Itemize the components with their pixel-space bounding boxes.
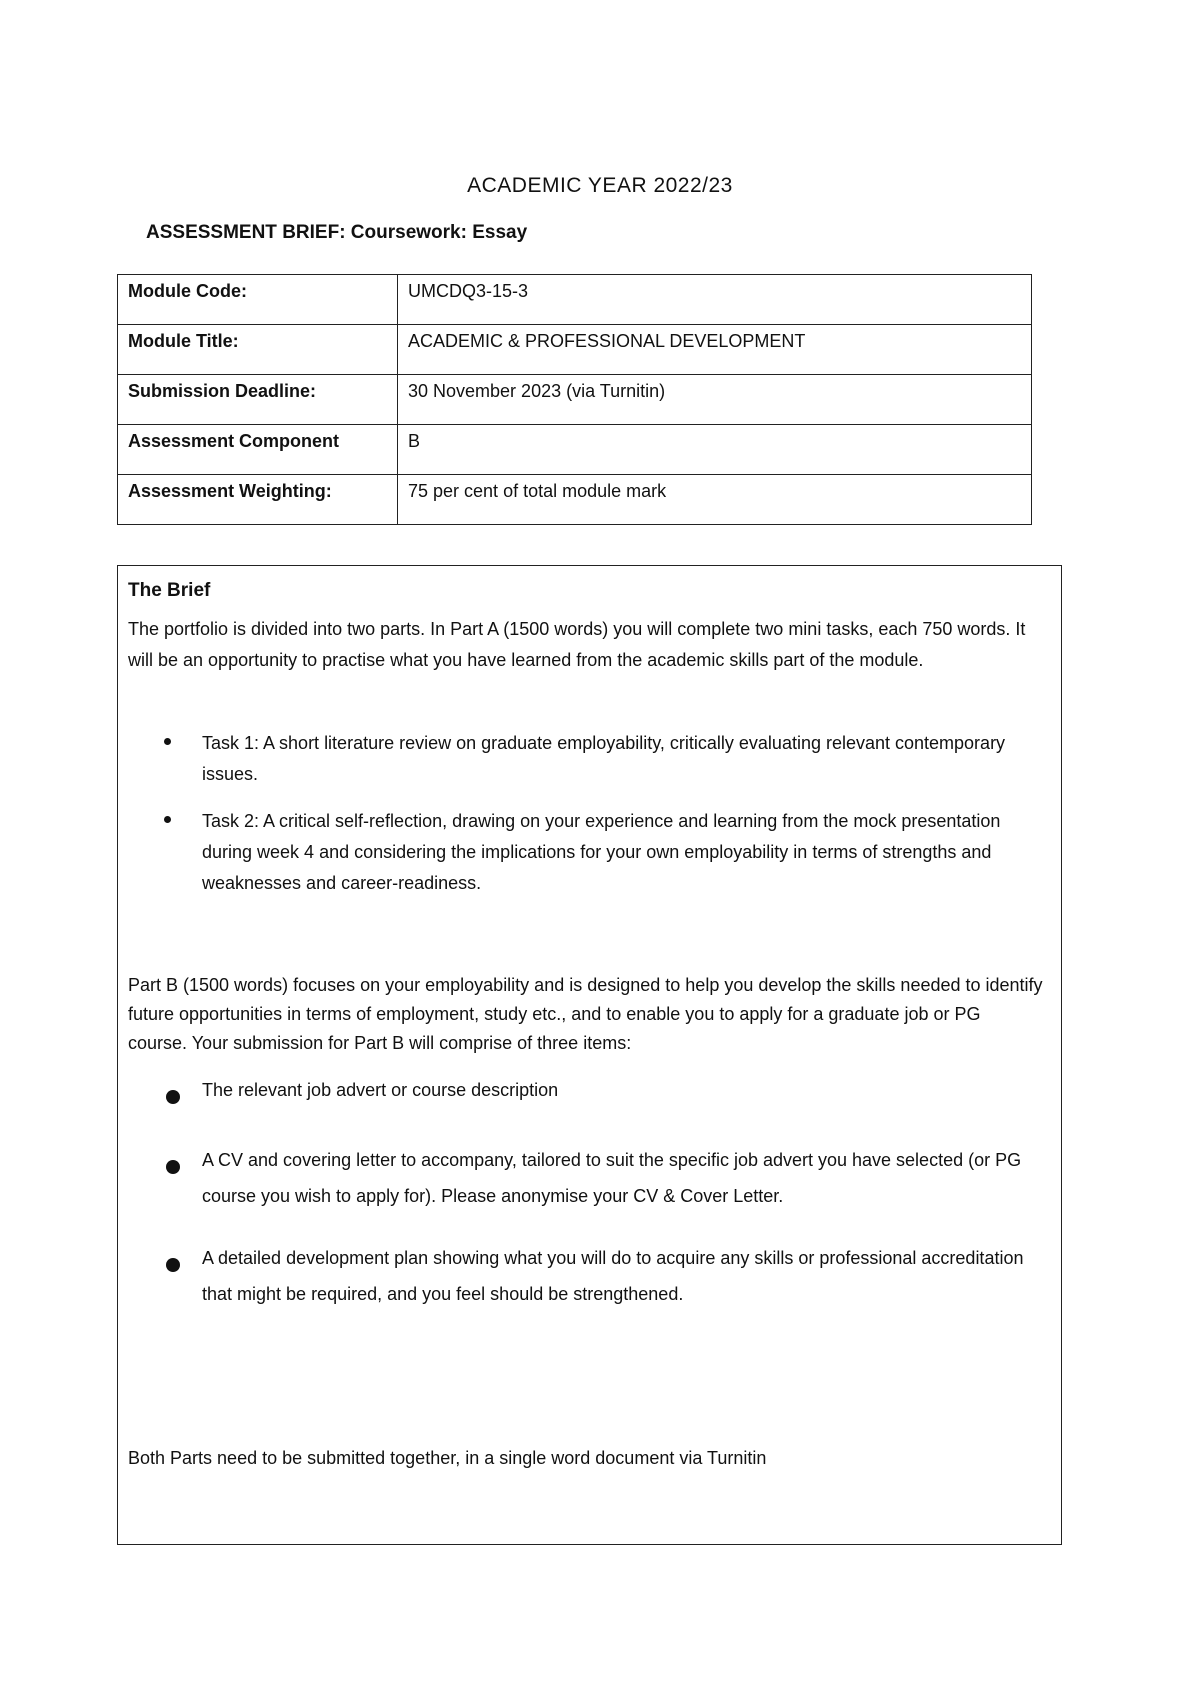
module-code-label: Module Code: [118, 275, 398, 325]
table-row [118, 475, 1032, 525]
table-row [118, 275, 1032, 325]
assessment-weighting-label: Assessment Weighting: [118, 475, 398, 525]
part-b-item-3-text: A detailed development plan showing what you will do to acquire any skills or professional accreditation that might be required, and you feel should be strengthened. [202, 1248, 1024, 1304]
module-code-value: UMCDQ3-15-3 [398, 275, 1032, 325]
brief-box [117, 565, 1062, 1545]
bullet-icon [164, 816, 171, 823]
bullet-icon [164, 738, 171, 745]
part-b-intro-paragraph: Part B (1500 words) focuses on your employability and is designed to help you develop the skills needed to identify future opportunities in terms of employment, study etc., and to enable you to apply for a graduate job or PG course. Your submission for Part B will comprise of three items: [128, 975, 1043, 1053]
brief-intro-paragraph: The portfolio is divided into two parts. In Part A (1500 words) you will complete two mini tasks, each 750 words. It will be an opportunity to practise what you have learned from the academic skills part of the module. [128, 619, 1026, 670]
module-title-label: Module Title: [118, 325, 398, 375]
table-row [118, 375, 1032, 425]
assessment-weighting-value: 75 per cent of total module mark [398, 475, 1032, 525]
assessment-component-value: B [398, 425, 1032, 475]
submission-deadline-value: 30 November 2023 (via Turnitin) [398, 375, 1032, 425]
module-title-value: ACADEMIC & PROFESSIONAL DEVELOPMENT [398, 325, 1032, 375]
assessment-brief-title: ASSESSMENT BRIEF: Coursework: Essay [146, 222, 528, 243]
academic-year-title: ACADEMIC YEAR 2022/23 [467, 174, 733, 197]
part-b-item-2-text: A CV and covering letter to accompany, tailored to suit the specific job advert you have selected (or PG course you wish to apply for). Please anonymise your CV & Cover Letter. [202, 1150, 1022, 1206]
closing-paragraph: Both Parts need to be submitted together, in a single word document via Turnitin [128, 1448, 767, 1468]
table-row [118, 425, 1032, 475]
assessment-component-label: Assessment Component [118, 425, 398, 475]
bullet-icon [166, 1090, 180, 1104]
bullet-icon [166, 1160, 180, 1174]
table-row [118, 325, 1032, 375]
submission-deadline-label: Submission Deadline: [118, 375, 398, 425]
task-2-text: Task 2: A critical self-reflection, drawing on your experience and learning from the mock presentation during week 4 and considering the implications for your own employability in terms of strengths and weaknesses and career-readiness. [202, 811, 1001, 893]
module-info-table [117, 274, 1032, 525]
brief-heading: The Brief [128, 580, 211, 601]
task-1-text: Task 1: A short literature review on graduate employability, critically evaluating relevant contemporary issues. [202, 733, 1006, 784]
bullet-icon [166, 1258, 180, 1272]
part-b-item-1-text: The relevant job advert or course description [202, 1080, 559, 1100]
